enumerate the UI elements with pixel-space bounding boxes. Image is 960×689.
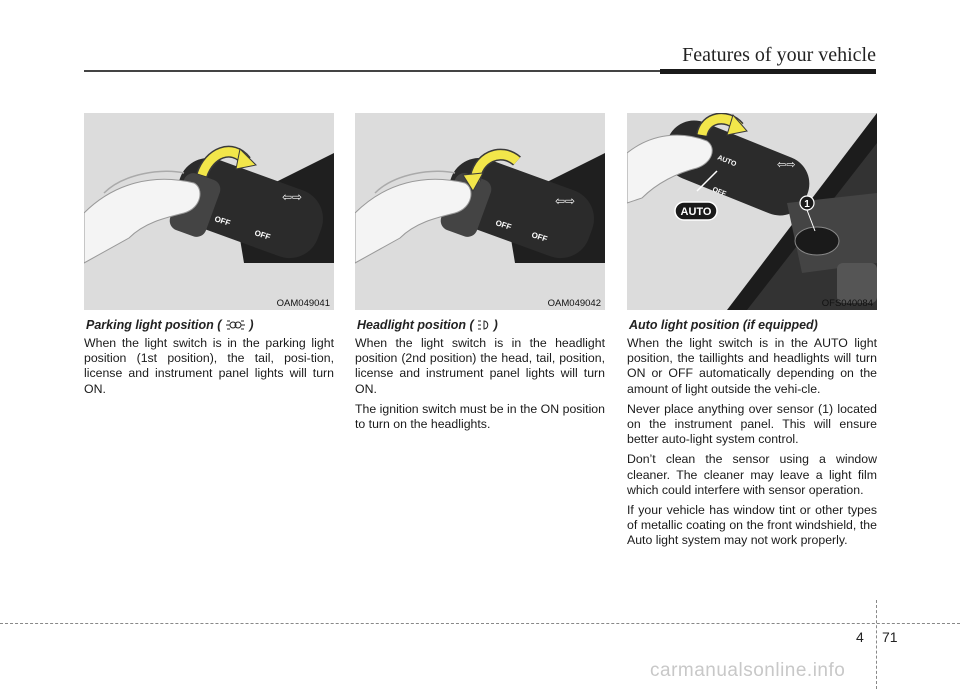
sensor-callout-number: 1 <box>804 199 810 210</box>
header-rule-accent <box>660 69 876 74</box>
section-parking-light <box>84 113 334 402</box>
footer-vertical-divider <box>876 600 877 689</box>
paragraph: When the light switch is in the headlight position (2nd position) the head, tail, position, license and instrument panel lights will turn ON. <box>355 336 605 396</box>
auto-light-sensor <box>795 227 839 255</box>
paragraph: The ignition switch must be in the ON position to turn on the headlights. <box>355 401 605 432</box>
paragraph: When the light switch is in the parking light position (1st position), the tail, posi-tion, license and instrument panel lights will turn ON. <box>84 336 334 396</box>
parking-light-icon <box>224 319 246 331</box>
paragraph: Never place anything over sensor (1) located on the instrument panel. This will ensure better auto-light system control. <box>627 401 877 447</box>
footer-divider <box>0 623 960 624</box>
chapter-number: 4 <box>856 629 864 645</box>
headlight-icon <box>477 319 491 331</box>
paragraph: When the light switch is in the AUTO light position, the taillights and headlights will turn ON or OFF automatically depending on the amount of light outside the vehi-cle. <box>627 336 877 396</box>
section-heading: Auto light position (if equipped) <box>629 318 818 332</box>
section-headlight <box>355 113 605 437</box>
page-number: 71 <box>882 629 898 645</box>
light-switch-illustration <box>84 113 334 310</box>
figure-parking-light <box>84 113 334 310</box>
turn-signal-arrows-icon: ⇦⇨ <box>777 158 796 171</box>
switch-auto-label: AUTO <box>716 154 738 169</box>
light-switch-illustration <box>355 113 605 310</box>
switch-off-label-2: OFF <box>530 230 549 244</box>
figure-auto-light <box>627 113 877 310</box>
page-header-title: Features of your vehicle <box>682 44 876 66</box>
figure-code: OFS040084 <box>821 298 873 309</box>
paragraph: If your vehicle has window tint or other types of metallic coating on the front windshield, the Auto light system may not work properly. <box>627 503 877 548</box>
switch-off-label: OFF <box>213 214 232 228</box>
section-auto-light <box>627 113 877 554</box>
auto-callout-label: AUTO <box>680 206 712 218</box>
figure-code: OAM049042 <box>547 298 601 309</box>
paragraph: Don’t clean the sensor using a window cleaner. The cleaner may leave a light film which could interfere with sensor operation. <box>627 452 877 497</box>
watermark: carmanualsonline.info <box>650 660 846 681</box>
turn-signal-arrows-icon: ⇦⇨ <box>282 190 303 204</box>
auto-light-illustration <box>627 113 877 310</box>
section-heading: Headlight position ( ) <box>357 318 498 332</box>
figure-code: OAM049041 <box>276 298 330 309</box>
switch-off-label-2: OFF <box>253 228 272 242</box>
switch-off-label: OFF <box>711 186 727 199</box>
switch-off-label: OFF <box>494 218 513 232</box>
figure-headlight <box>355 113 605 310</box>
section-heading: Parking light position ( ) <box>86 318 254 332</box>
turn-signal-arrows-icon: ⇦⇨ <box>555 194 576 208</box>
